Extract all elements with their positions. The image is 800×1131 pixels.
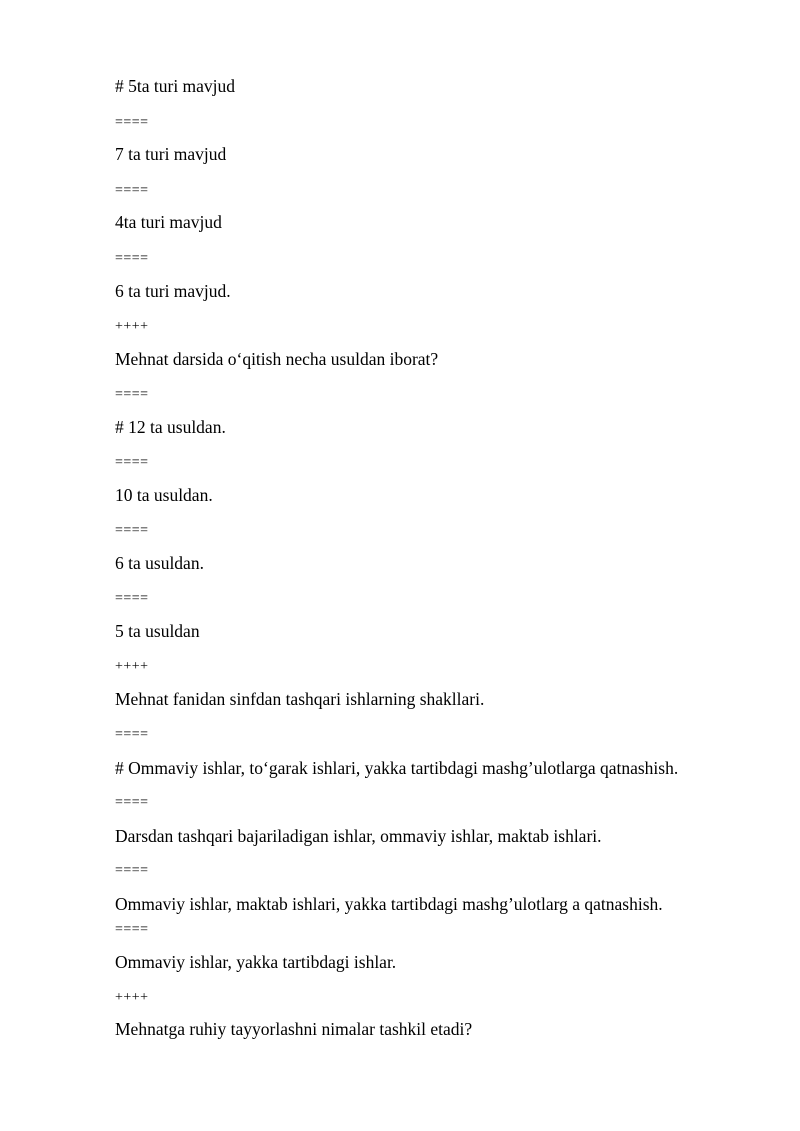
answer-option: Ommaviy ishlar, yakka tartibdagi ishlar. <box>115 952 397 972</box>
option-separator: ==== <box>115 727 149 742</box>
answer-option: Darsdan tashqari bajariladigan ishlar, ommaviy ishlar, maktab ishlari. <box>115 826 602 846</box>
answer-option: 7 ta turi mavjud <box>115 144 227 164</box>
question-text: Mehnat fanidan sinfdan tashqari ishlarning shakllari. <box>115 689 485 709</box>
option-separator: ==== <box>115 115 149 130</box>
question-separator: ++++ <box>115 990 149 1005</box>
option-separator: ==== <box>115 183 149 198</box>
answer-option: 4ta turi mavjud <box>115 212 222 232</box>
question-text: Mehnat darsida o‘qitish necha usuldan iborat? <box>115 349 439 369</box>
question-separator: ++++ <box>115 659 149 674</box>
option-separator: ==== <box>115 251 149 266</box>
option-separator: ==== <box>115 795 149 810</box>
question-text: Mehnatga ruhiy tayyorlashni nimalar tashkil etadi? <box>115 1019 473 1039</box>
answer-option: 6 ta turi mavjud. <box>115 281 231 301</box>
option-separator: ==== <box>115 523 149 538</box>
option-separator: ==== <box>115 922 149 937</box>
option-separator: ==== <box>115 591 149 606</box>
option-separator: ==== <box>115 387 149 402</box>
answer-option-correct: # Ommaviy ishlar, to‘garak ishlari, yakka tartibdagi mashg’ulotlarga qatnashish. <box>115 758 679 778</box>
answer-option-correct: # 12 ta usuldan. <box>115 417 226 437</box>
answer-option: Ommaviy ishlar, maktab ishlari, yakka tartibdagi mashg’ulotlarg a qatnashish. <box>115 894 663 914</box>
option-separator: ==== <box>115 863 149 878</box>
answer-option: 6 ta usuldan. <box>115 553 204 573</box>
answer-option: 10 ta usuldan. <box>115 485 213 505</box>
answer-option: 5 ta usuldan <box>115 621 200 641</box>
answer-option-correct: # 5ta turi mavjud <box>115 76 236 96</box>
option-separator: ==== <box>115 455 149 470</box>
question-separator: ++++ <box>115 319 149 334</box>
